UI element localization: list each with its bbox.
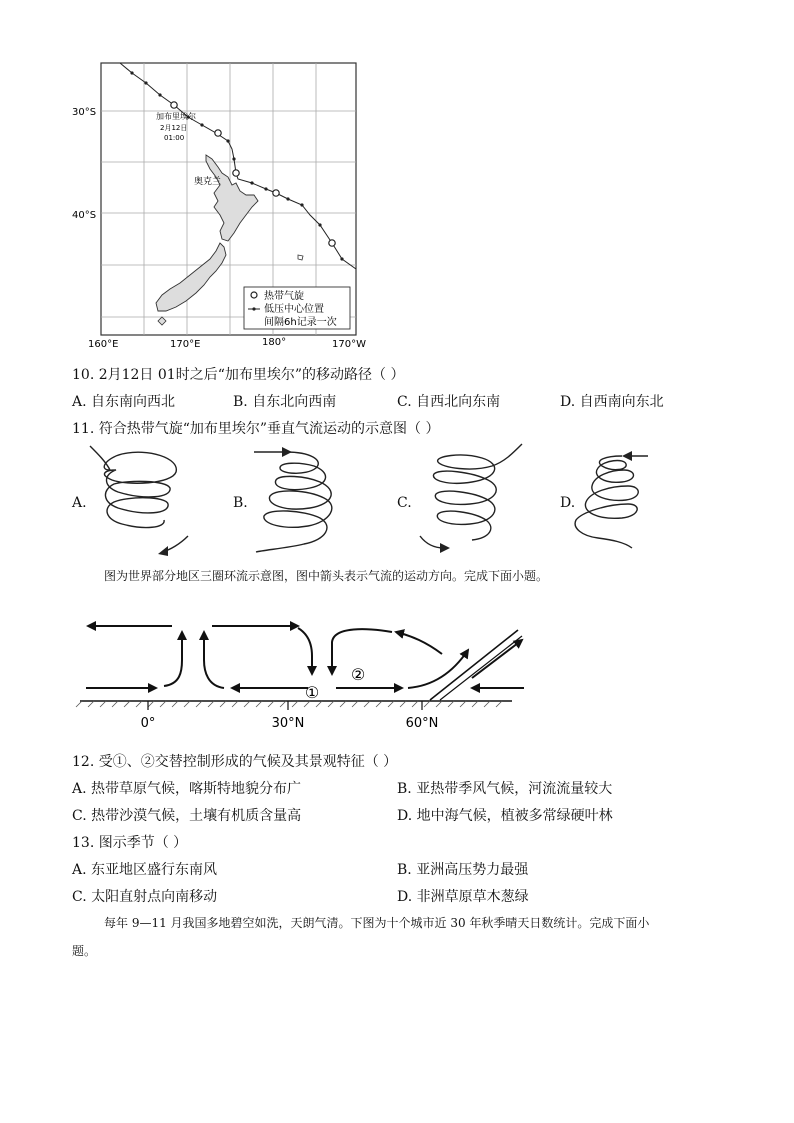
q13-stem: 13. 图示季节（ ） [72, 835, 188, 851]
marker-2: ② [350, 665, 366, 684]
legend-item-1: 热带气旋 [264, 291, 304, 302]
storm-name-label: 加布里埃尔 [156, 112, 196, 121]
label-60n: 60°N [405, 716, 439, 731]
q11-stem: 11. 符合热带气旋“加布里埃尔”垂直气流运动的示意图（ ） [72, 421, 440, 437]
q10-option-c[interactable]: C. 自西北向东南 [397, 394, 501, 410]
q12-option-a[interactable]: A. 热带草原气候，喀斯特地貌分布广 [72, 781, 302, 797]
lon-label-170w: 170°W [332, 339, 366, 350]
q11-option-c[interactable]: C. [397, 495, 412, 511]
storm-time-label: 01:00 [164, 134, 185, 142]
label-30n: 30°N [271, 716, 305, 731]
q13-option-c[interactable]: C. 太阳直射点向南移动 [72, 889, 218, 905]
spiral-diagram-a [88, 440, 198, 560]
legend-cyclone-icon [251, 292, 257, 298]
q10-option-b[interactable]: B. 自东北向西南 [233, 394, 337, 410]
q13-option-b[interactable]: B. 亚洲高压势力最强 [397, 862, 529, 878]
q10-option-a[interactable]: A. 自东南向西北 [72, 394, 176, 410]
storm-date-label: 2月12日 [160, 124, 188, 132]
q11-option-d[interactable]: D. [560, 495, 576, 511]
lat-label-30s: 30°S [72, 107, 97, 118]
ground-hatching [76, 701, 502, 707]
polar-front-line-1 [430, 630, 518, 700]
q12-option-d[interactable]: D. 地中海气候，植被多常绿硬叶林 [397, 808, 613, 824]
city-label: 奥克兰 [194, 177, 222, 187]
q10-stem: 10. 2月12日 01时之后“加布里埃尔”的移动路径（ ） [72, 367, 405, 383]
q12-option-b[interactable]: B. 亚热带季风气候，河流流量较大 [397, 781, 613, 797]
marker-1: ① [304, 683, 320, 702]
q11-option-b[interactable]: B. [233, 495, 248, 511]
spiral-diagram-d [568, 440, 678, 560]
lon-label-170e: 170°E [170, 339, 201, 350]
cyclone-map [70, 55, 390, 355]
spiral-diagram-c [412, 440, 532, 560]
q13-option-a[interactable]: A. 东亚地区盛行东南风 [72, 862, 218, 878]
lat-label-40s: 40°S [72, 210, 97, 221]
circulation-intro: 图为世界部分地区三圈环流示意图，图中箭头表示气流的运动方向。完成下面小题。 [104, 569, 549, 583]
spiral-diagram-b [250, 440, 360, 560]
q13-option-d[interactable]: D. 非洲草原草木葱绿 [397, 889, 529, 905]
autumn-intro-line-2: 题。 [72, 944, 97, 958]
lon-label-160e: 160°E [88, 339, 119, 350]
q11-option-a[interactable]: A. [72, 495, 87, 511]
q12-stem: 12. 受①、②交替控制形成的气候及其景观特征（ ） [72, 754, 398, 770]
circulation-diagram [72, 610, 542, 735]
cyclone-map-svg [70, 55, 390, 355]
legend-item-2: 低压中心位置 [264, 304, 324, 315]
legend-item-3: 间隔6h记录一次 [264, 317, 337, 328]
autumn-intro-line-1: 每年 9—11 月我国多地碧空如洗，天朗气清。下图为十个城市近 30 年秋季晴天日数统计。完成下面小 [104, 916, 650, 930]
label-0-deg: 0° [140, 716, 156, 731]
lon-label-180: 180° [262, 337, 287, 348]
q10-option-d[interactable]: D. 自西南向东北 [560, 394, 664, 410]
q12-option-c[interactable]: C. 热带沙漠气候，土壤有机质含量高 [72, 808, 302, 824]
chatham-island [298, 255, 303, 260]
airflow-arrows [86, 626, 524, 688]
